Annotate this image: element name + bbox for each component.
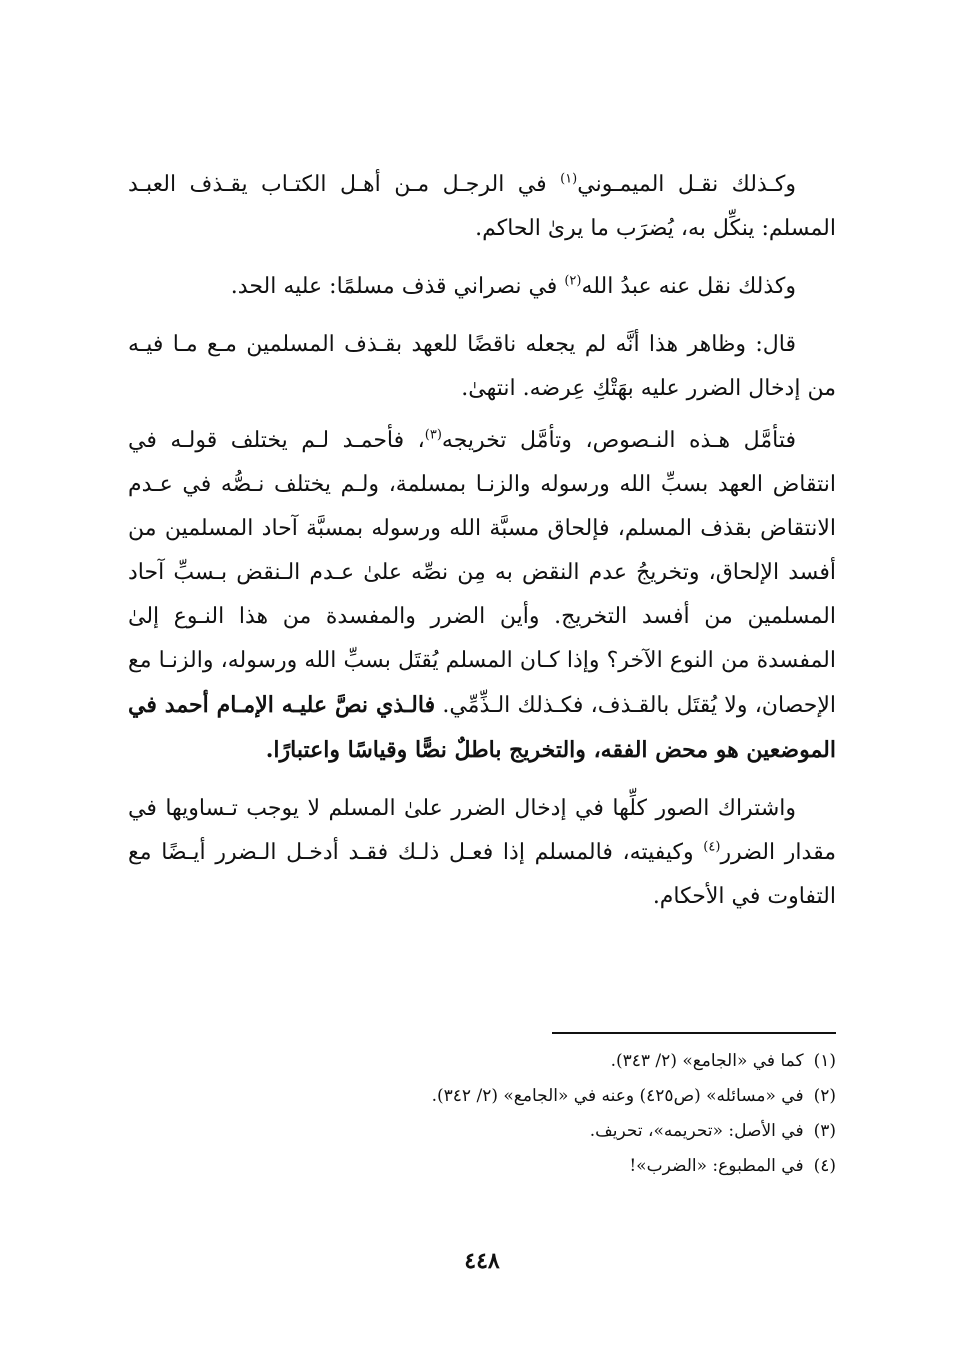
paragraph-1-text-a: وكـذلك نقـل الميمـوني — [577, 172, 797, 197]
paragraph-5-text-a: واشتراك الصور كلِّها في إدخال الضرر علىٰ المسلم لا يوجب تـساويها في مقدار الضرر — [128, 796, 836, 865]
footnote-3-number: (٣) — [813, 1121, 836, 1141]
footnote-1-number: (١) — [813, 1051, 836, 1071]
footnote-divider — [552, 1032, 836, 1034]
footnotes-section — [128, 1044, 836, 1184]
page-number: ٤٤٨ — [464, 1248, 500, 1274]
footnote-3-text: في الأصل: «تحريمه»، تحريف. — [589, 1121, 804, 1141]
footnote-ref-4: (٤) — [703, 839, 721, 855]
paragraph-4-text-a: فتأمَّل هـذه النـصوص، وتأمَّل تخريجه — [441, 428, 796, 453]
footnote-ref-3: (٣) — [424, 427, 442, 443]
footnote-ref-1: (١) — [560, 171, 578, 187]
paragraph-2-text-a: وكذلك نقل عنه عبدُ الله — [581, 274, 796, 299]
paragraph-5-text-b: وكيفيته، فالمسلم إذا فعـل ذلـك فقـد أدخـل الـضرر أيـضًا مع التفاوت في الأحكام. — [128, 840, 836, 909]
paragraph-qala — [128, 323, 836, 411]
footnote-4 — [128, 1149, 836, 1184]
footnote-ref-2: (٢) — [564, 273, 582, 289]
paragraph-4-bold-conclusion: فالـذي نصَّ عليـه الإمـام أحمد في الموضعين هو محض الفقه، والتخريج باطلٌ نصًّا وقياسًا واعتبارًا. — [128, 692, 836, 763]
paragraph-2-text-b: في نصراني قذف مسلمًا: عليه الحد. — [230, 274, 565, 299]
footnote-4-number: (٤) — [813, 1156, 836, 1176]
footnote-2-number: (٢) — [813, 1086, 836, 1106]
paragraph-abdullah — [128, 265, 836, 309]
paragraph-maymuni — [128, 163, 836, 251]
footnote-1 — [128, 1044, 836, 1079]
footnote-1-text: كما في «الجامع» (٢/ ٣٤٣). — [610, 1051, 804, 1071]
footnote-4-text: في المطبوع: «الضرب»! — [629, 1156, 804, 1176]
main-text — [128, 163, 836, 933]
paragraph-ishtirak — [128, 787, 836, 919]
footnote-2 — [128, 1079, 836, 1114]
paragraph-taammal — [128, 419, 836, 773]
paragraph-4-text-b: ، فأحمـد لـم يختلف قولـه في انتقاض العهد بسبِّ الله ورسوله والزنـا بمسلمة، ولـم يختلف نـصُّه في عـدم الانتقاض بقذف المسلم، فإلحاق مسبَّة الله ورسوله بمسبَّة آحاد المسلمين من أفسد الإلحاق، وتخريجُ عدم النقض به مِن نصِّه علىٰ عـدم الـنقض بـسبِّ آحاد المسلمين من أفسد التخريج. وأين الضرر والمفسدة من هذا النـوع إلىٰ المفسدة من النوع الآخر؟ وإذا كـان المسلم يُقتَل بسبِّ الله ورسوله، والزنـا مع الإحصان، ولا يُقتَل بالقـذف، فكـذلك الـذِّمِّي. — [128, 428, 836, 718]
footnote-2-text: في «مسائله» (ص٤٢٥) وعنه في «الجامع» (٢/ ٣٤٢). — [431, 1086, 804, 1106]
footnote-3 — [128, 1114, 836, 1149]
paragraph-1-text-b: في الرجـل مـن أهـل الكتـاب يقـذف العبـد المسلم: ينكِّل به، يُضرَب ما يرىٰ الحاكم. — [128, 172, 836, 241]
paragraph-3-text: قال: وظاهر هذا أنَّه لم يجعله ناقضًا للعهد بقـذف المسلمين مـع مـا فيـه من إدخال الضرر عليه بهَتْكِ عِرضه. انتهىٰ. — [128, 332, 836, 401]
